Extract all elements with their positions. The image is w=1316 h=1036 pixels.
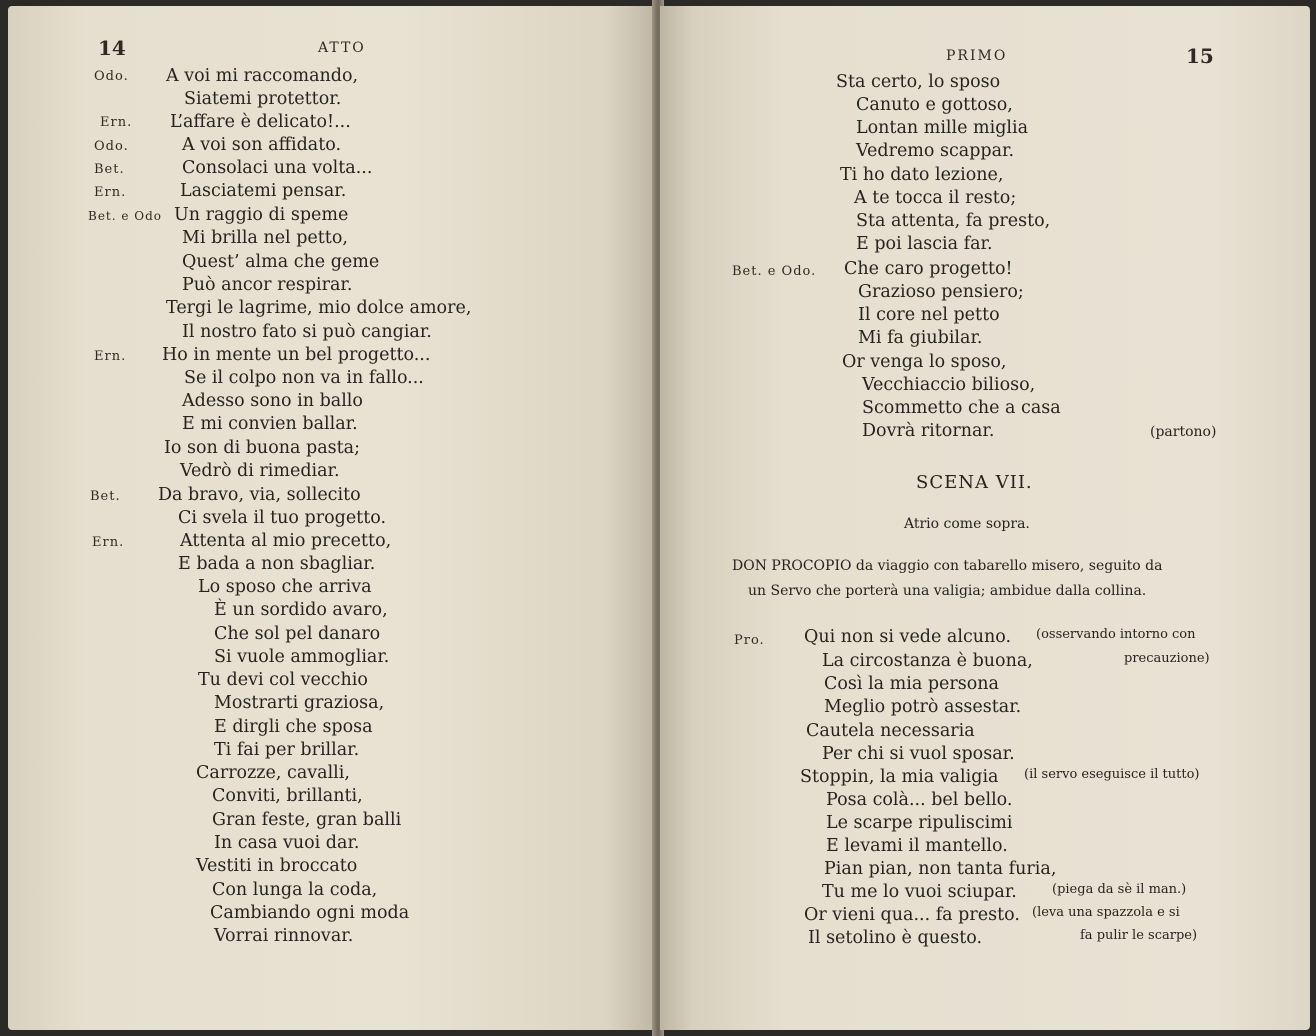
verse-line: Mi brilla nel petto, [182, 228, 348, 248]
stage-note: (leva una spazzola e si [1032, 905, 1180, 920]
speaker-label: Ern. [94, 349, 127, 364]
speaker-label: Ern. [94, 185, 127, 200]
speaker-label: Odo. [94, 139, 129, 154]
verse-line: Da bravo, via, sollecito [158, 485, 361, 505]
verse-line: A te tocca il resto; [854, 188, 1017, 208]
verse-line: Le scarpe ripuliscimi [826, 813, 1013, 833]
verse-line: Sta certo, lo sposo [836, 72, 1001, 92]
verse-line: Or venga lo sposo, [842, 352, 1007, 372]
verse-line: Vecchiaccio bilioso, [862, 375, 1036, 395]
verse-line: Il nostro fato si può cangiar. [182, 322, 432, 342]
verse-line: Si vuole ammogliar. [214, 647, 390, 667]
verse-line: Tu me lo vuoi sciupar. [822, 882, 1017, 902]
verse-line: Vedrò di rimediar. [180, 461, 340, 481]
stage-note: (piega da sè il man.) [1052, 882, 1187, 897]
verse-line: Grazioso pensiero; [858, 282, 1024, 302]
verse-line: E dirgli che sposa [214, 717, 373, 737]
speaker-label: Bet. e Odo [88, 209, 163, 223]
stage-note: precauzione) [1124, 651, 1210, 666]
verse-line: Gran feste, gran balli [212, 810, 402, 830]
verse-line: Canuto e gottoso, [856, 95, 1013, 115]
stage-note: (il servo eseguisce il tutto) [1024, 767, 1200, 782]
verse-line: Vestiti in broccato [196, 856, 358, 876]
stage-direction: un Servo che porterà una valigia; ambidue dalla collina. [748, 583, 1147, 599]
verse-line: Cambiando ogni moda [210, 903, 410, 923]
left-page [8, 6, 658, 1030]
verse-line: Quest’ alma che geme [182, 252, 380, 272]
verse-line: Sta attenta, fa presto, [856, 211, 1051, 231]
verse-line: La circostanza è buona, [822, 651, 1033, 671]
verse-line: In casa vuoi dar. [214, 833, 360, 853]
verse-line: Siatemi protettor. [184, 89, 342, 109]
running-head-left: ATTO [318, 40, 366, 56]
verse-line: Vedremo scappar. [856, 141, 1015, 161]
verse-line: Che sol pel danaro [214, 624, 381, 644]
speaker-label: Ern. [100, 115, 133, 130]
verse-line: Ti fai per brillar. [214, 740, 360, 760]
verse-line: Pian pian, non tanta furia, [824, 859, 1057, 879]
verse-line: È un sordido avaro, [214, 600, 388, 620]
verse-line: Mostrarti graziosa, [214, 693, 385, 713]
verse-line: E bada a non sbagliar. [178, 554, 376, 574]
speaker-label: Ern. [92, 535, 125, 550]
verse-line: Può ancor respirar. [182, 275, 353, 295]
page-number-left: 14 [98, 36, 126, 60]
speaker-label: Bet. [90, 489, 121, 504]
verse-line: Posa colà... bel bello. [826, 790, 1013, 810]
running-head-right: PRIMO [946, 48, 1008, 64]
speaker-label: Bet. [94, 162, 125, 177]
speaker-label: Odo. [94, 69, 129, 84]
verse-line: Lasciatemi pensar. [180, 181, 347, 201]
verse-line: A voi mi raccomando, [166, 66, 359, 86]
scene-setting: Atrio come sopra. [904, 516, 1030, 532]
verse-line: Tergi le lagrime, mio dolce amore, [166, 298, 472, 318]
scene-title: SCENA VII. [916, 472, 1033, 493]
verse-line: Qui non si vede alcuno. [804, 627, 1012, 647]
stage-note: (osservando intorno con [1036, 627, 1196, 642]
verse-line: E mi convien ballar. [182, 414, 358, 434]
verse-line: Lo sposo che arriva [198, 577, 372, 597]
exit-note: (partono) [1150, 424, 1217, 440]
verse-line: Attenta al mio precetto, [180, 531, 392, 551]
verse-line: Un raggio di speme [174, 205, 349, 225]
verse-line: Vorrai rinnovar. [214, 926, 354, 946]
page-number-right: 15 [1186, 44, 1214, 68]
verse-line: Cautela necessaria [806, 721, 975, 741]
verse-line: L’affare è delicato!... [170, 112, 351, 132]
verse-line: Tu devi col vecchio [198, 670, 368, 690]
verse-line: E poi lascia far. [856, 234, 993, 254]
verse-line: Scommetto che a casa [862, 398, 1061, 418]
verse-line: Consolaci una volta... [182, 158, 373, 178]
verse-line: Carrozze, cavalli, [196, 763, 350, 783]
verse-line: E levami il mantello. [826, 836, 1008, 856]
verse-line: Il core nel petto [858, 305, 1000, 325]
verse-line: Meglio potrò assestar. [824, 697, 1022, 717]
stage-note: fa pulir le scarpe) [1080, 928, 1198, 943]
speaker-label: Pro. [734, 633, 765, 648]
verse-line: Se il colpo non va in fallo... [184, 368, 424, 388]
right-page [660, 6, 1310, 1030]
verse-line: Che caro progetto! [844, 259, 1013, 279]
verse-line: Stoppin, la mia valigia [800, 767, 999, 787]
verse-line: Così la mia persona [824, 674, 999, 694]
verse-line: Con lunga la coda, [212, 880, 378, 900]
verse-line: Mi fa giubilar. [858, 328, 983, 348]
verse-line: Ci svela il tuo progetto. [178, 508, 387, 528]
verse-line: Dovrà ritornar. [862, 421, 995, 441]
verse-line: A voi son affidato. [182, 135, 342, 155]
verse-line: Per chi si vuol sposar. [822, 744, 1015, 764]
verse-line: Il setolino è questo. [808, 928, 983, 948]
verse-line: Adesso sono in ballo [182, 391, 363, 411]
speaker-label: Bet. e Odo. [732, 264, 817, 279]
verse-line: Io son di buona pasta; [164, 438, 360, 458]
verse-line: Conviti, brillanti, [212, 786, 363, 806]
verse-line: Or vieni qua... fa presto. [804, 905, 1020, 925]
verse-line: Ho in mente un bel progetto... [162, 345, 431, 365]
stage-direction: DON PROCOPIO da viaggio con tabarello misero, seguito da [732, 558, 1163, 574]
verse-line: Lontan mille miglia [856, 118, 1029, 138]
verse-line: Ti ho dato lezione, [840, 165, 1004, 185]
